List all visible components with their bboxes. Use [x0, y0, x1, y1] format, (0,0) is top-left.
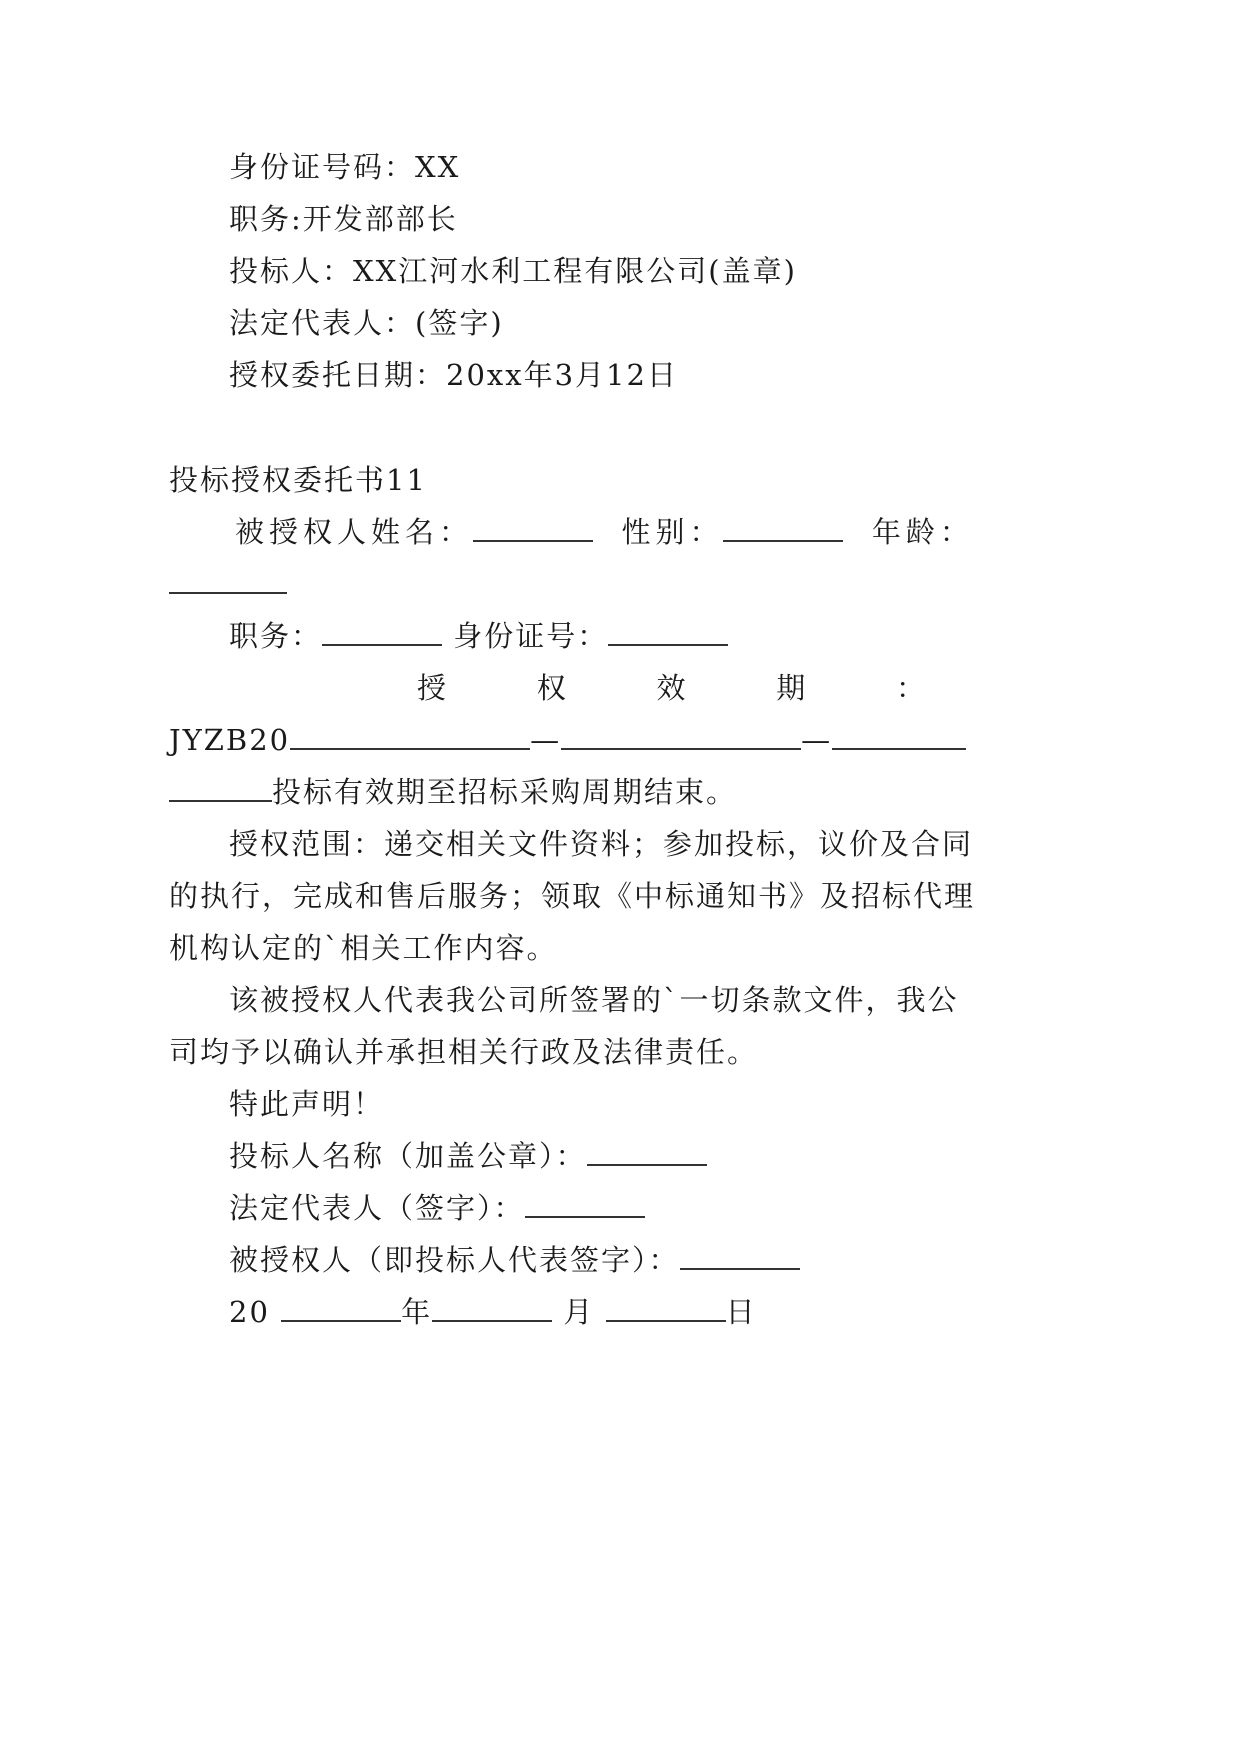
name-blank [473, 512, 593, 542]
code-dash-2: — [801, 723, 833, 757]
name-gender-age-row [235, 512, 974, 552]
authorized-sign-blank [680, 1240, 800, 1270]
day-char: 日 [725, 1295, 757, 1329]
bidder-name-row [229, 1136, 707, 1176]
prev-id-number: 身份证号码：XX [229, 150, 461, 184]
idno-blank [608, 616, 728, 646]
position-blank [322, 616, 442, 646]
position-label: 职务： [229, 619, 323, 653]
validity-tail: 投标有效期至招标采购周期结束。 [272, 775, 738, 809]
date-prefix: 20 [229, 1295, 270, 1329]
authorized-sign-label: 被授权人（即投标人代表签字）： [229, 1243, 680, 1277]
legal-rep-row [229, 1188, 645, 1228]
code-blank-1 [290, 720, 530, 750]
age-label: 年龄： [871, 515, 974, 549]
day-blank [606, 1292, 726, 1322]
code-blank-4 [169, 772, 272, 802]
section-title: 投标授权委托书11 [169, 463, 427, 497]
code-prefix: JYZB20 [169, 723, 291, 757]
prev-legal-rep: 法定代表人：(签字) [229, 306, 504, 340]
prev-auth-date: 授权委托日期：20xx年3月12日 [229, 358, 678, 392]
validity-char: ： [895, 671, 927, 705]
scope-line-1: 授权范围：递交相关文件资料；参加投标，议价及合同 [229, 827, 974, 861]
date-row [229, 1292, 757, 1332]
declaration: 特此声明！ [229, 1087, 385, 1121]
legal-rep-label: 法定代表人（签字）： [229, 1191, 525, 1225]
name-label: 被授权人姓名： [235, 515, 474, 549]
authorized-sign-row [229, 1240, 800, 1280]
age-blank-row [169, 564, 287, 604]
legal-rep-blank [525, 1188, 645, 1218]
year-char: 年 [401, 1295, 433, 1329]
bidder-name-label: 投标人名称（加盖公章）： [229, 1139, 587, 1173]
position-idno-row [229, 616, 728, 656]
month-char: 月 [563, 1295, 595, 1329]
validity-char: 授 [417, 671, 449, 705]
validity-char: 效 [656, 671, 688, 705]
code-row [169, 720, 966, 760]
idno-label: 身份证号： [453, 619, 609, 653]
validity-heading [417, 668, 927, 708]
age-blank [169, 564, 287, 594]
scope-line-2: 的执行，完成和售后服务；领取《中标通知书》及招标代理 [169, 879, 976, 913]
confirm-line-2: 司均予以确认并承担相关行政及法律责任。 [169, 1035, 759, 1069]
code-dash-1: — [530, 723, 562, 757]
year-blank [281, 1292, 401, 1322]
code-blank-3 [832, 720, 966, 750]
prev-position: 职务:开发部部长 [229, 202, 458, 236]
validity-char: 期 [776, 671, 808, 705]
prev-bidder: 投标人：XX江河水利工程有限公司(盖章) [229, 254, 797, 288]
validity-tail-row [169, 772, 737, 812]
validity-char: 权 [536, 671, 568, 705]
scope-line-3: 机构认定的`相关工作内容。 [169, 931, 558, 965]
bidder-name-blank [587, 1136, 707, 1166]
code-blank-2 [561, 720, 801, 750]
confirm-line-1: 该被授权人代表我公司所签署的`一切条款文件，我公 [229, 983, 959, 1017]
gender-label: 性别： [621, 515, 724, 549]
gender-blank [723, 512, 843, 542]
month-blank [432, 1292, 552, 1322]
